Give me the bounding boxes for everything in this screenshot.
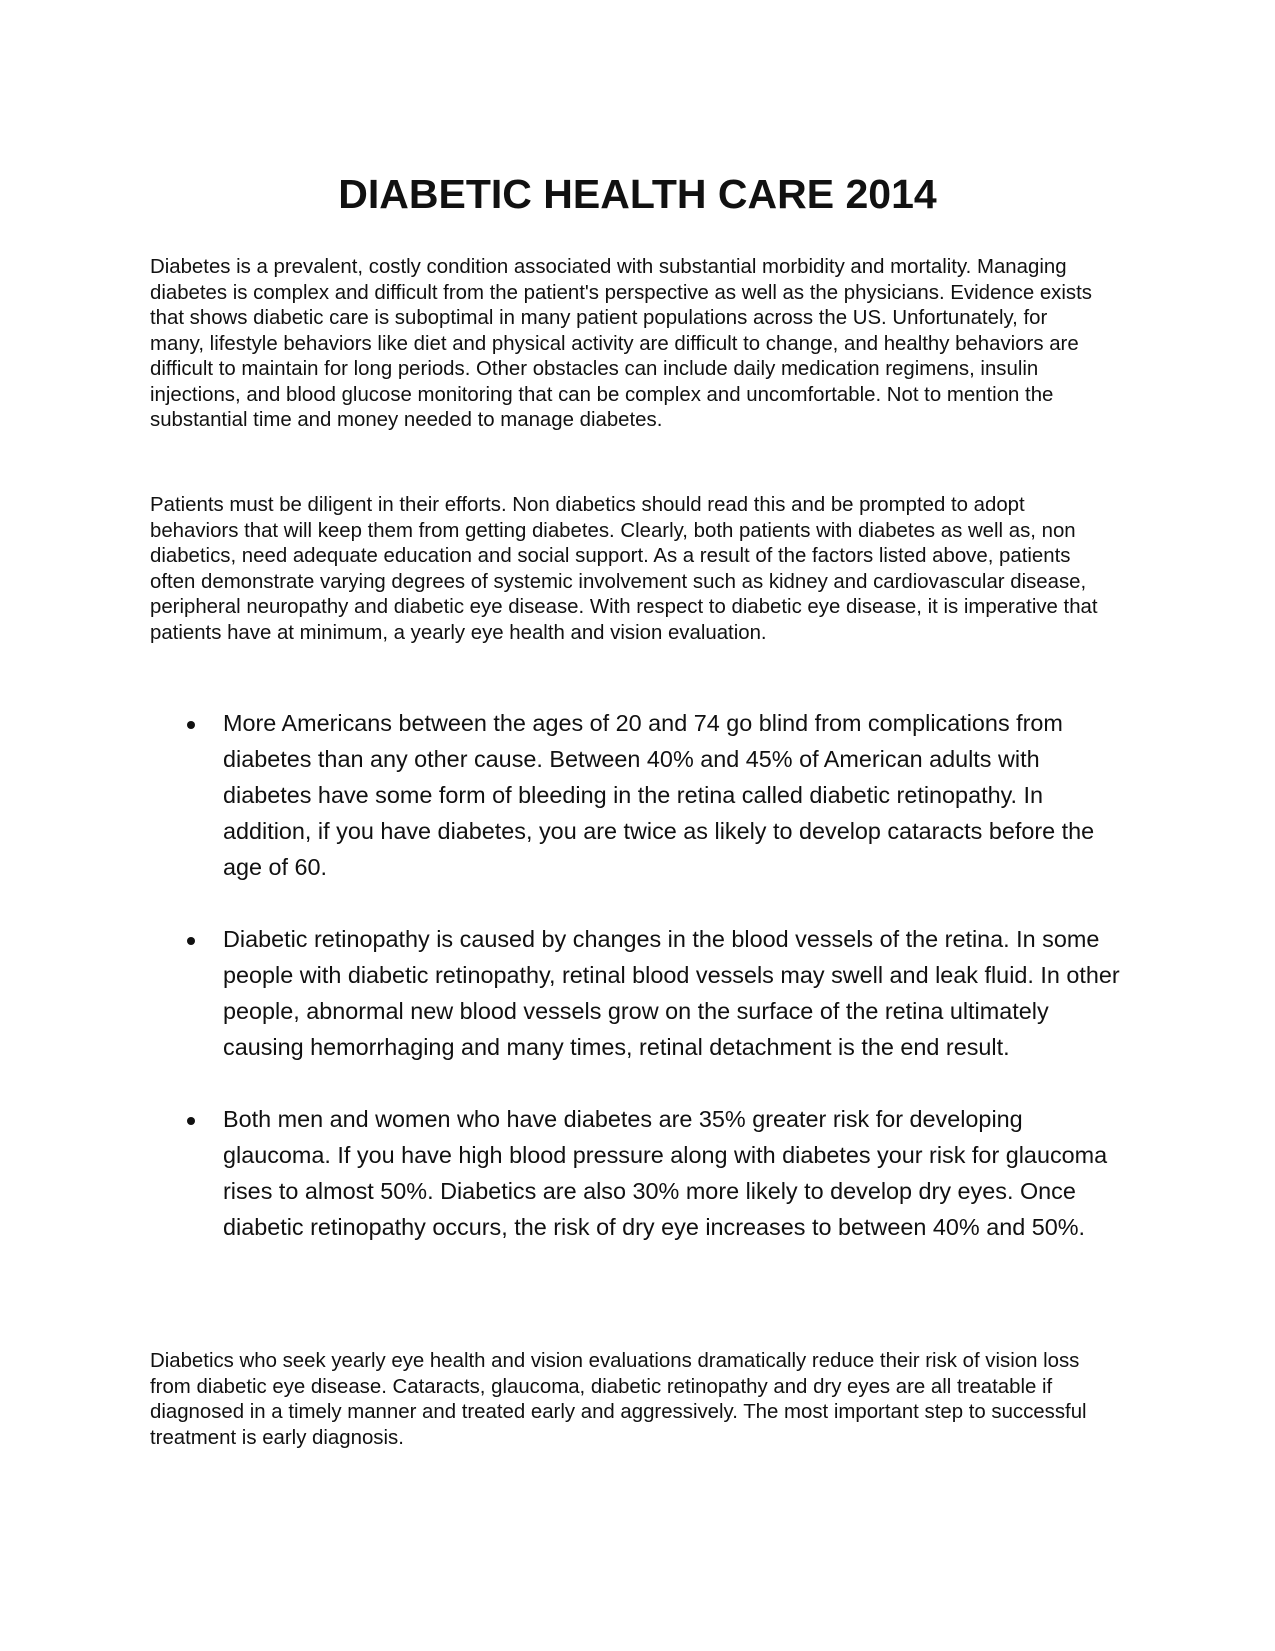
bullet-dot-icon <box>187 721 195 729</box>
closing-paragraph: Diabetics who seek yearly eye health and vision evaluations dramatically reduce their risk of vision loss from diabetic eye disease. Cataracts, glaucoma, diabetic retinopathy and dry eyes are all treatable if diagnosed in a timely manner and treated early and aggressively. The most important step to successful treatment is early diagnosis. <box>150 1350 1087 1449</box>
eye-disease-bullet-list <box>150 705 1125 1245</box>
patients-paragraph: Patients must be diligent in their efforts. Non diabetics should read this and be prompted to adopt behaviors that will keep them from getting diabetes. Clearly, both patients with diabetes as well as, non diabetics, need adequate education and social support. As a result of the factors listed above, patients often demonstrate varying degrees of systemic involvement such as kidney and cardiovascular disease, peripheral neuropathy and diabetic eye disease. With respect to diabetic eye disease, it is imperative that patients have at minimum, a yearly eye health and vision evaluation. <box>150 494 1098 644</box>
document-title: DIABETIC HEALTH CARE 2014 <box>338 171 937 217</box>
bullet-text: Both men and women who have diabetes are 35% greater risk for developing glaucoma. If you have high blood pressure along with diabetes your risk for glaucoma rises to almost 50%. Diabetics are also 30% more likely to develop dry eyes. Once diabetic retinopathy occurs, the risk of dry eye increases to between 40% and 50%. <box>223 1106 1108 1240</box>
bullet-item-glaucoma <box>150 1101 1125 1245</box>
bullet-text: More Americans between the ages of 20 and 74 go blind from complications from diabetes than any other cause. Between 40% and 45% of American adults with diabetes have some form of bleeding in the retina called diabetic retinopathy. In addition, if you have diabetes, you are twice as likely to develop cataracts before the age of 60. <box>223 710 1095 880</box>
bullet-item-blindness <box>150 705 1125 885</box>
bullet-dot-icon <box>187 937 195 945</box>
bullet-item-retinopathy <box>150 921 1125 1065</box>
intro-paragraph: Diabetes is a prevalent, costly condition associated with substantial morbidity and mortality. Managing diabetes is complex and difficult from the patient's perspective as well as the physicians. Evidence exists that shows diabetic care is suboptimal in many patient populations across the US. Unfortunately, for many, lifestyle behaviors like diet and physical activity are difficult to change, and healthy behaviors are difficult to maintain for long periods. Other obstacles can include daily medication regimens, insulin injections, and blood glucose monitoring that can be complex and uncomfortable. Not to mention the substantial time and money needed to manage diabetes. <box>150 256 1092 431</box>
bullet-dot-icon <box>187 1117 195 1125</box>
bullet-text: Diabetic retinopathy is caused by changes in the blood vessels of the retina. In some people with diabetic retinopathy, retinal blood vessels may swell and leak fluid. In other people, abnormal new blood vessels grow on the surface of the retina ultimately causing hemorrhaging and many times, retinal detachment is the end result. <box>223 926 1120 1060</box>
